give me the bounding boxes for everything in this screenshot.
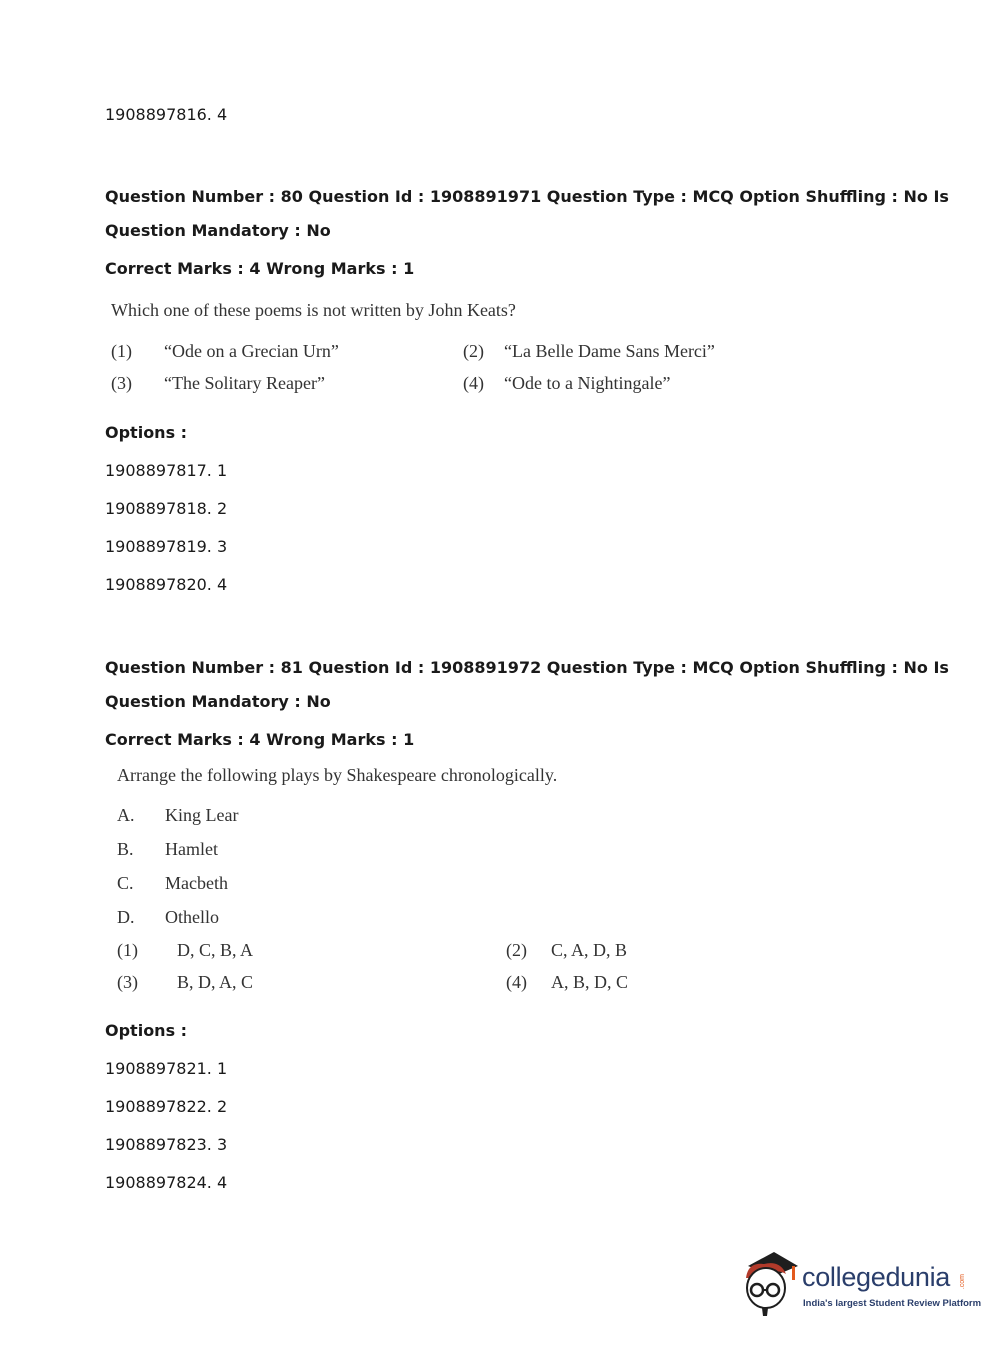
question-header: Question Number : 81 Question Id : 1908891972 Question Type : MCQ Option Shuffling : No Is (105, 658, 949, 677)
choice-number: (2) (506, 940, 527, 960)
choice-text: B, D, A, C (177, 972, 254, 992)
choice-text: “La Belle Dame Sans Merci” (504, 341, 715, 361)
option-line: 1908897819. 3 (105, 537, 228, 556)
question-text: Arrange the following plays by Shakespeare chronologically. (117, 765, 558, 785)
item-letter: C. (117, 873, 134, 893)
option-line: 1908897821. 1 (105, 1059, 228, 1078)
question-text: Which one of these poems is not written by John Keats? (111, 300, 516, 320)
logo-dotcom: .com (959, 1274, 966, 1290)
option-line: 1908897823. 3 (105, 1135, 228, 1154)
option-line: 1908897820. 4 (105, 575, 228, 594)
mascot-face-icon (740, 1248, 800, 1318)
option-line: 1908897818. 2 (105, 499, 228, 518)
item-text: Hamlet (165, 839, 218, 859)
option-line: 1908897816. 4 (105, 105, 228, 124)
question-marks: Correct Marks : 4 Wrong Marks : 1 (105, 730, 415, 749)
logo-tagline: India's largest Student Review Platform (803, 1298, 982, 1309)
choice-number: (4) (506, 972, 527, 992)
item-letter: A. (117, 805, 135, 825)
logo-name: collegedunia (802, 1262, 951, 1292)
choice-number: (2) (463, 341, 484, 361)
option-line: 1908897824. 4 (105, 1173, 228, 1192)
option-line: 1908897817. 1 (105, 461, 228, 480)
choice-number: (1) (117, 940, 138, 960)
choice-text: A, B, D, C (551, 972, 629, 992)
question-header: Question Number : 80 Question Id : 1908891971 Question Type : MCQ Option Shuffling : No Is (105, 187, 949, 206)
item-text: Othello (165, 907, 219, 927)
choice-number: (1) (111, 341, 132, 361)
choice-text: “Ode to a Nightingale” (504, 373, 671, 393)
choice-text: D, C, B, A (177, 940, 254, 960)
option-line: 1908897822. 2 (105, 1097, 228, 1116)
choice-number: (4) (463, 373, 484, 393)
item-letter: D. (117, 907, 135, 927)
question-marks: Correct Marks : 4 Wrong Marks : 1 (105, 259, 415, 278)
choice-text: “The Solitary Reaper” (164, 373, 325, 393)
question-mandatory: Question Mandatory : No (105, 692, 331, 711)
options-label: Options : (105, 1021, 188, 1040)
item-letter: B. (117, 839, 134, 859)
choice-text: “Ode on a Grecian Urn” (164, 341, 339, 361)
question-mandatory: Question Mandatory : No (105, 221, 331, 240)
item-text: King Lear (165, 805, 239, 825)
collegedunia-logo (740, 1248, 982, 1318)
choice-number: (3) (117, 972, 138, 992)
item-text: Macbeth (165, 873, 228, 893)
choice-number: (3) (111, 373, 132, 393)
choice-text: C, A, D, B (551, 940, 628, 960)
options-label: Options : (105, 423, 188, 442)
